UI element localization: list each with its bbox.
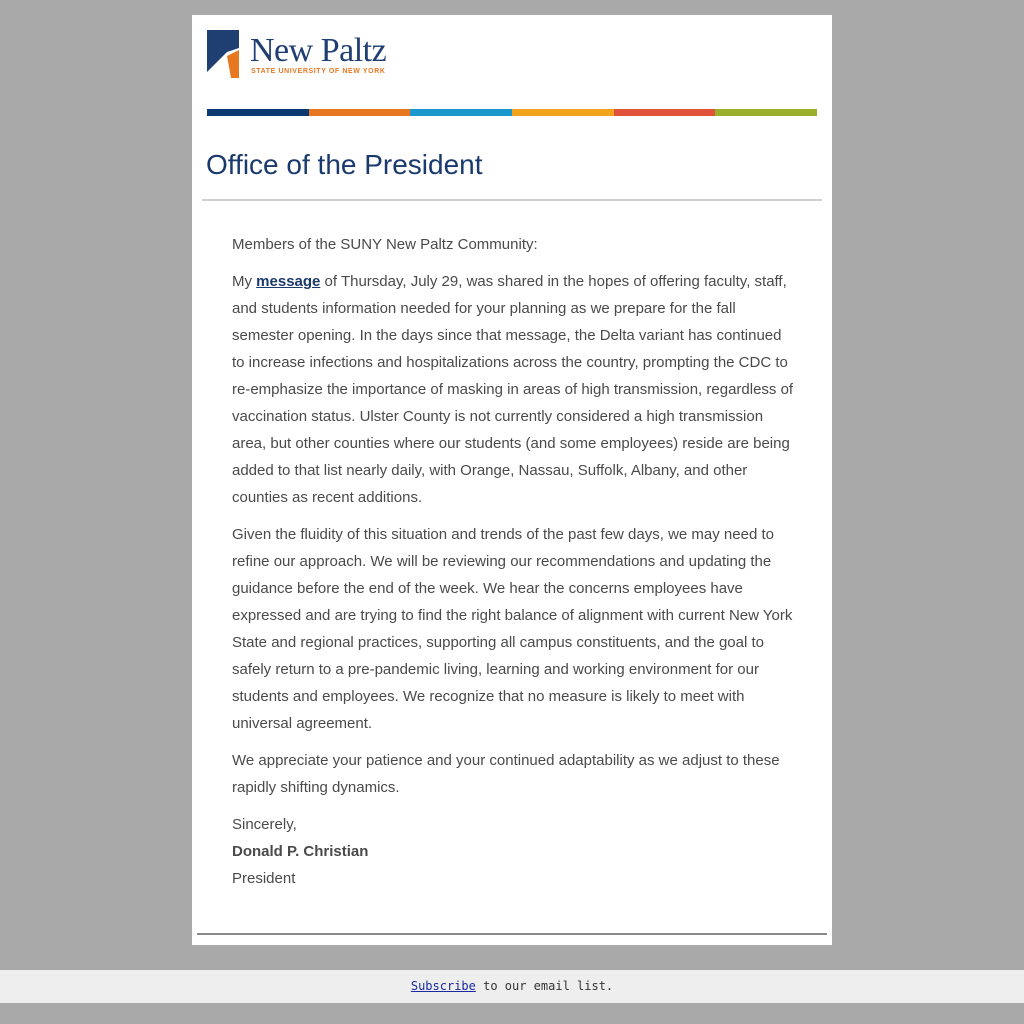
- message-link[interactable]: message: [256, 273, 321, 290]
- color-bar-segment: [614, 109, 716, 116]
- letter-paragraph-3: We appreciate your patience and your continued adaptability as we adjust to these rapidly shifting dynamics.: [232, 752, 780, 796]
- signer-name: Donald P. Christian: [232, 843, 369, 860]
- letter-greeting: Members of the SUNY New Paltz Community:: [232, 236, 538, 253]
- letter-body: [232, 231, 797, 892]
- signature-closing: Sincerely,: [232, 816, 297, 833]
- signer-title: President: [232, 870, 296, 887]
- color-bar-segment: [715, 109, 817, 116]
- paragraph-1-lead: My: [232, 273, 257, 290]
- brand-color-bar: [207, 109, 817, 116]
- new-paltz-logo[interactable]: [207, 30, 387, 80]
- color-bar-segment: [207, 109, 309, 116]
- footer-text: to our email list.: [475, 979, 614, 993]
- color-bar-segment: [309, 109, 411, 116]
- paragraph-1-text: of Thursday, July 29, was shared in the hopes of offering faculty, staff, and students information needed for your planning as we prepare for the fall semester opening. In the days since that message, the Delta variant has continued to increase infections and hospitalizations across the country, prompting the CDC to re-emphasize the importance of masking in areas of high transmission, regardless of vaccination status. Ulster County is not currently considered a high transmission area, but other counties where our students (and some employees) reside are being added to that list nearly daily, with Orange, Nassau, Suffolk, Albany, and other counties as recent additions.: [232, 273, 794, 506]
- letter-paragraph-1: [232, 268, 797, 511]
- subscribe-link[interactable]: Subscribe: [410, 979, 476, 993]
- letter-paragraph-2: Given the fluidity of this situation and trends of the past few days, we may need to refine our approach. We will be reviewing our recommendations and updating the guidance before the end of the week. We hear the concerns employees have expressed and are trying to find the right balance of alignment with current New York State and regional practices, supporting all campus constituents, and the goal to safely return to a pre-pandemic living, learning and working environment for our students and employees. We recognize that no measure is likely to meet with universal agreement.: [232, 526, 793, 732]
- letter-signature: [232, 811, 797, 892]
- email-card: [192, 15, 832, 945]
- page-title: Office of the President: [206, 149, 483, 180]
- footer-bar: [0, 970, 1024, 1003]
- logo-subtitle: STATE UNIVERSITY OF NEW YORK: [251, 68, 386, 75]
- new-paltz-logo-mark-icon: [207, 30, 241, 80]
- color-bar-segment: [512, 109, 614, 116]
- title-divider: [202, 199, 822, 201]
- logo-wordmark: New Paltz: [250, 32, 387, 69]
- color-bar-segment: [410, 109, 512, 116]
- bottom-divider: [197, 933, 827, 935]
